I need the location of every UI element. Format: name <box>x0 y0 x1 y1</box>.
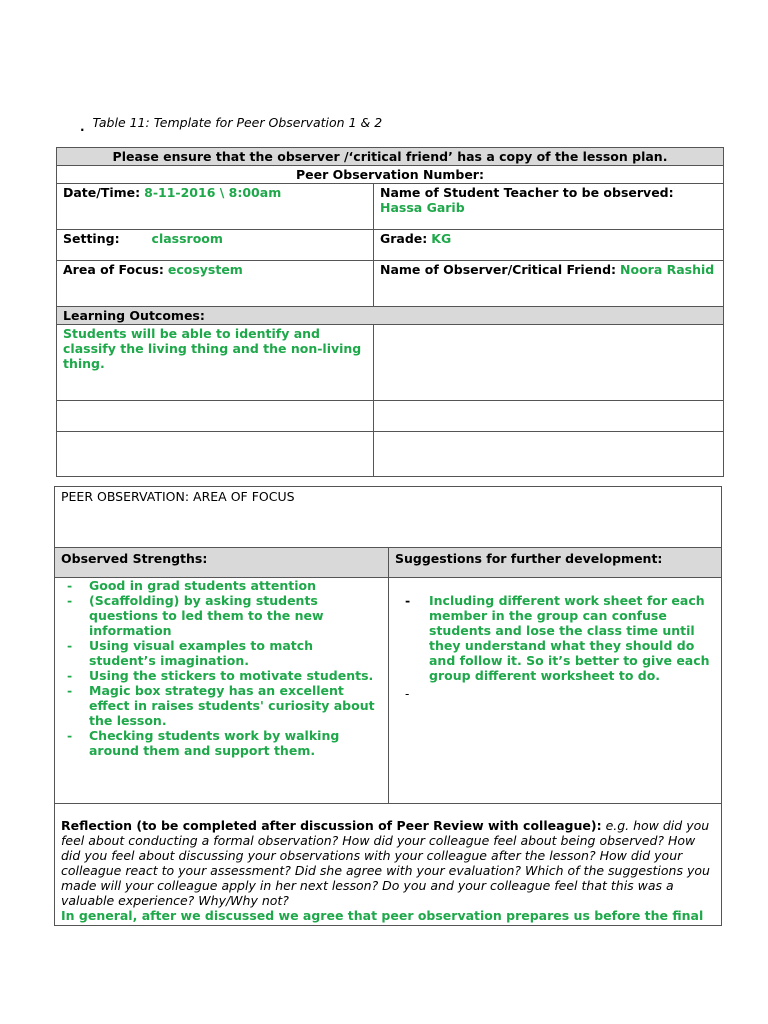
learning-outcome-2 <box>57 401 374 432</box>
copy-notice: Please ensure that the observer /‘critical friend’ has a copy of the lesson plan. <box>57 148 724 166</box>
datetime-cell <box>57 184 374 230</box>
strengths-list <box>61 578 382 758</box>
setting-label: Setting: <box>63 231 120 246</box>
learning-outcome-empty <box>374 325 724 401</box>
list-item: - Checking students work by walking around them and support them. <box>61 728 382 758</box>
caption-text: Table 11: Template for Peer Observation 1 & 2 <box>92 115 383 130</box>
list-item: - Good in grad students attention <box>61 578 382 593</box>
observation-details-table <box>56 147 724 477</box>
student-teacher-value: Hassa Garib <box>380 200 465 215</box>
area-of-focus-table <box>54 486 722 926</box>
datetime-label: Date/Time: <box>63 185 141 200</box>
area-of-focus-heading: PEER OBSERVATION: AREA OF FOCUS <box>55 487 722 548</box>
table-caption <box>80 115 383 134</box>
suggestions-list <box>395 593 715 683</box>
suggestions-cell <box>389 578 722 804</box>
learning-outcome-3-empty <box>374 432 724 477</box>
caption-bullet: . <box>80 120 85 134</box>
list-item: - Magic box strategy has an excellent effect in raises students' curiosity about the lesson. <box>61 683 382 728</box>
strengths-cell <box>55 578 389 804</box>
reflection-label: Reflection (to be completed after discussion of Peer Review with colleague): <box>61 818 602 833</box>
setting-cell <box>57 230 374 261</box>
student-teacher-cell <box>374 184 724 230</box>
strengths-header: Observed Strengths: <box>55 548 389 578</box>
setting-value: classroom <box>151 231 223 246</box>
learning-outcomes-label: Learning Outcomes: <box>57 307 724 325</box>
list-item: - Including different work sheet for each member in the group can confuse students and lose the class time until they understand what they should do and follow it. So it’s better to give each group different worksheet to do. <box>395 593 715 683</box>
focus-cell <box>57 261 374 307</box>
peer-observation-number: Peer Observation Number: <box>57 166 724 184</box>
datetime-value: 8-11-2016 \ 8:00am <box>144 185 282 200</box>
observer-cell <box>374 261 724 307</box>
student-teacher-label: Name of Student Teacher to be observed: <box>380 185 674 200</box>
observer-value: Noora Rashid <box>620 262 715 277</box>
focus-label: Area of Focus: <box>63 262 164 277</box>
focus-value: ecosystem <box>167 262 243 277</box>
reflection-questions: e.g. how did you feel about conducting a formal observation? How did your colleague feel about being observed? How did you feel about discussing your observations with your colleague after the lesson? How did your colleague react to your assessment? Did she agree with your evaluation? Which of the suggestions you made will your colleague apply in her next lesson? Do you and your colleague feel that this was a valuable experience? Why/Why not? <box>61 818 710 908</box>
suggestions-header: Suggestions for further development: <box>389 548 722 578</box>
list-item: - Using visual examples to match student’s imagination. <box>61 638 382 668</box>
learning-outcome-1: Students will be able to identify and classify the living thing and the non-living thing. <box>57 325 374 401</box>
empty-suggestion-bullet: - <box>405 687 410 701</box>
reflection-cell <box>55 804 722 926</box>
grade-cell <box>374 230 724 261</box>
learning-outcome-3 <box>57 432 374 477</box>
grade-label: Grade: <box>380 231 428 246</box>
list-item: - Using the stickers to motivate students. <box>61 668 382 683</box>
reflection-answer: In general, after we discussed we agree that peer observation prepares us before the final <box>61 908 704 923</box>
observer-label: Name of Observer/Critical Friend: <box>380 262 617 277</box>
list-item: - (Scaffolding) by asking students questions to led them to the new information <box>61 593 382 638</box>
learning-outcome-2-empty <box>374 401 724 432</box>
grade-value: KG <box>431 231 452 246</box>
